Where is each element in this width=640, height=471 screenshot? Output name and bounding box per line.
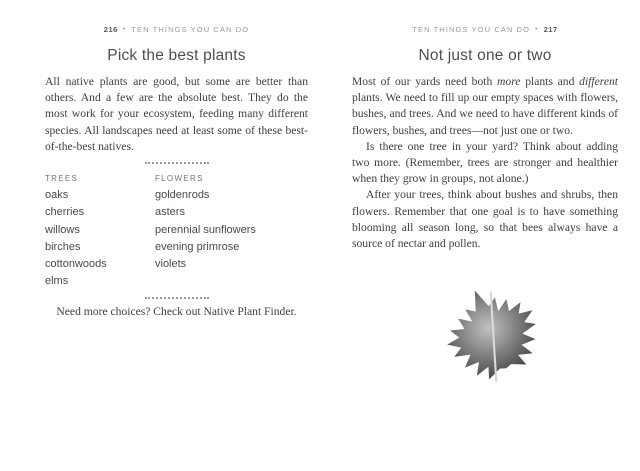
section-title-right: Not just one or two [418, 47, 552, 64]
bullet-separator: • [122, 26, 127, 33]
section-title-left: Pick the best plants [107, 47, 246, 64]
list-item: oaks [45, 189, 69, 202]
list-column [45, 170, 155, 290]
maple-leaf-shape [432, 283, 552, 383]
list-column-header: TREES [45, 174, 79, 184]
right-page-paragraphs [352, 74, 618, 252]
emphasized-text: more [497, 75, 521, 88]
list-item: perennial sunflowers [155, 223, 256, 236]
text-segment: plants and [520, 75, 580, 88]
text-segment: Most of our yards need both [352, 75, 498, 88]
paragraph [352, 187, 618, 252]
list-item: cottonwoods [45, 258, 107, 271]
left-page [45, 25, 308, 318]
page-number-right: 217 [543, 25, 558, 34]
running-head-text: TEN THINGS YOU CAN DO [412, 25, 531, 34]
text-segment: plants. We need to fill up our empty spaces with flowers, bushes, and trees. And we need to have different kinds of flowers, bushes, and trees—not just one or two. [352, 91, 618, 137]
emphasized-text: different [579, 75, 618, 88]
list-item: evening primrose [155, 240, 240, 253]
list-item: asters [155, 206, 185, 219]
plant-list [45, 170, 308, 290]
bullet-separator: • [535, 26, 539, 33]
list-item: willows [45, 223, 80, 236]
list-item: violets [155, 258, 187, 271]
list-item: elms [45, 275, 69, 288]
running-head-right [352, 25, 618, 34]
list-item: goldenrods [155, 189, 210, 202]
text-segment: After your trees, think about bushes and shrubs, then flowers. Remember that one goal is to have something blooming all season long, so that bees always have a source of nectar and pollen. [352, 188, 618, 251]
paragraph [352, 74, 618, 139]
paragraph [352, 139, 618, 188]
list-item: cherries [45, 206, 85, 219]
dotted-rule-divider [145, 297, 209, 299]
footnote: Need more choices? Check out Native Plant Finder. [56, 305, 297, 319]
right-page [352, 25, 618, 252]
running-head-text: TEN THINGS YOU CAN DO [131, 25, 250, 34]
list-column [155, 170, 256, 290]
page-number-left: 216 [103, 25, 118, 34]
intro-paragraph: All native plants are good, but some are better than others. And a few are the absolute best. They do the most work for your ecosystem, feeding many different species. All landscapes need at least some of these best-of-the-best natives. [45, 75, 308, 153]
maple-leaf-image [432, 283, 552, 383]
running-head-left [45, 25, 308, 34]
dotted-rule-divider [145, 162, 209, 164]
list-item: birches [45, 240, 81, 253]
list-column-header: FLOWERS [155, 174, 204, 184]
text-segment: Is there one tree in your yard? Think about adding two more. (Remember, trees are stronger and healthier when they grow in groups, not alone.) [352, 139, 618, 186]
